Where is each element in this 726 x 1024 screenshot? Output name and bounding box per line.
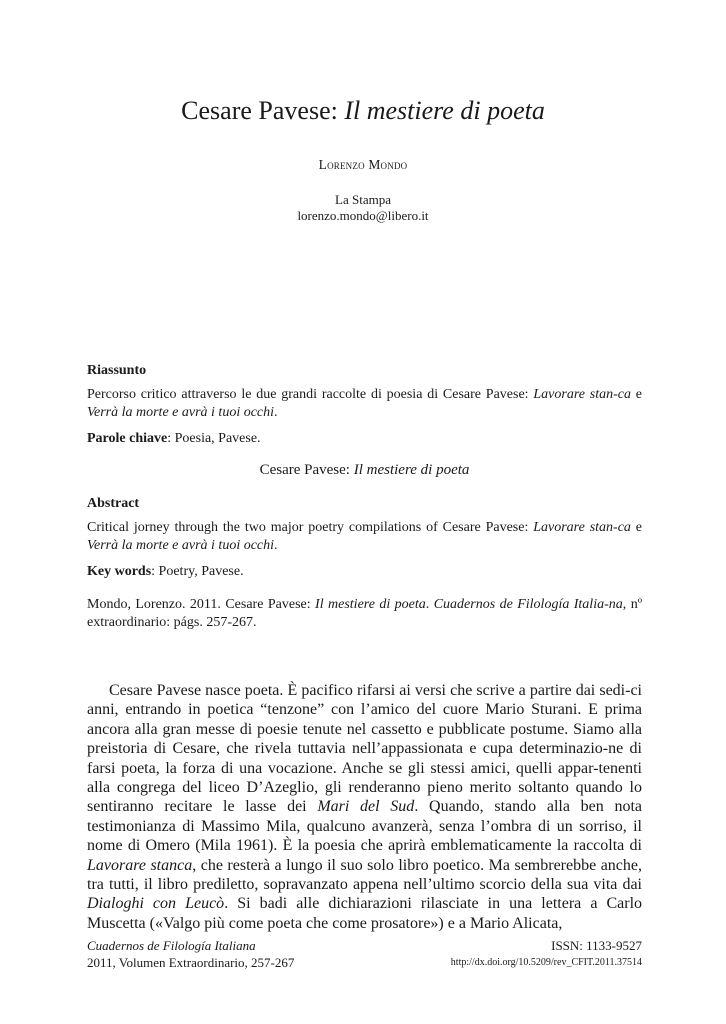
author-name: Lorenzo Mondo [318,157,408,172]
riassunto-conj: e [630,387,643,402]
english-title-plain: Cesare Pavese: [259,462,354,478]
riassunto-text-1: Percorso critico attraverso le due grandi raccolte di poesia di Cesare Pavese: [87,387,534,402]
abstract-text-1: Critical jorney through the two major poetry compilations of Cesare Pavese: [87,520,534,535]
abstract-keywords-value: : Poetry, Pavese. [151,564,244,579]
affiliation [0,192,726,224]
abstract-section [87,495,642,581]
abstract-heading: Abstract [87,496,140,511]
english-title-italic: Il mestiere di poeta [353,462,470,478]
citation [87,596,642,632]
title-italic: Il mestiere di poeta [344,96,545,125]
abstract-title-1: Lavorare stan-ca [533,520,631,535]
abstract-title-2: Verrà la morte e avrà i tuoi occhi [87,538,275,553]
citation-part-2: . [425,597,434,612]
riassunto-end: . [274,405,278,420]
abstract-text [87,519,642,555]
abstract-conj: e [630,520,643,535]
abstract-keywords-label: Key words [87,564,152,579]
title-plain: Cesare Pavese: [181,96,345,125]
author-email: lorenzo.mondo@libero.it [297,208,429,223]
riassunto-heading: Riassunto [87,363,147,378]
body-paragraph [87,681,642,933]
institution: La Stampa [335,192,391,207]
riassunto-keywords-label: Parole chiave [87,431,168,446]
footer-left [87,937,294,971]
body-seg-2: . Quando, stando alla ben nota testimonianza di Massimo Mila, qualcuno avanzerà, senza l’ombra di un sorriso, il nome di Omero (Mila 1961). È la poesia che aprirà emblematicamente la raccolta di [87,798,643,855]
body-ital-2: Lavorare stanca [87,856,193,874]
article-title [0,96,726,126]
citation-italic-2: Cuadernos de Filología Italia-na [433,597,623,612]
riassunto-title-1: Lavorare stan-ca [533,387,631,402]
riassunto-keywords [87,430,642,448]
riassunto-text [87,386,642,422]
riassunto-section [87,362,642,448]
body-ital-3: Dialoghi con Leucò [87,895,225,913]
body-text [87,681,642,933]
footer-issn: ISSN: 1133-9527 [551,938,642,953]
riassunto-title-2: Verrà la morte e avrà i tuoi occhi [87,405,275,420]
citation-italic-1: Il mestiere di poeta [315,597,426,612]
footer-journal: Cuadernos de Filología Italiana [87,938,256,953]
body-seg-1: Cesare Pavese nasce poeta. È pacifico rifarsi ai versi che scrive a partire dai sedi-ci anni, entrando in poetica “tenzone” con l’amico del cuore Mario Sturani. E prima ancora alla gran messe di poesie tenute nel cassetto e pubblicate postume. Siamo alla preistoria di Cesare, che rivela tuttavia nell’appassionata e cupa determinazio-ne di farsi poeta, la forza di una vocazione. Anche se gli stessi amici, quelli appar-tenenti alla congrega del liceo D’Azeglio, gli renderanno pieno merito soltanto quando lo sentiranno recitare le lasse dei [87,682,642,816]
abstract-keywords [87,563,642,581]
riassunto-keywords-value: : Poesia, Pavese. [167,431,261,446]
body-ital-1: Mari del Sud [317,798,415,816]
footer-right [451,937,642,971]
abstract-end: . [274,538,278,553]
citation-part-1: Mondo, Lorenzo. 2011. Cesare Pavese: [87,597,316,612]
english-title [87,461,642,479]
footer-doi: http://dx.doi.org/10.5209/rev_CFIT.2011.37514 [450,957,642,968]
footer-volume: 2011, Volumen Extraordinario, 257-267 [87,955,295,970]
body-seg-3: , che resterà a lungo il suo solo libro poetico. Ma sembrerebbe anche, tra tutti, il libro prediletto, sopravanzato appena nell’ultimo scorcio della sua vita dai [87,856,642,894]
body-seg-4: . Si badi alle dichiarazioni rilasciate in una lettera a Carlo Muscetta («Valgo più come poeta che come prosatore») e a Mario Alicata, [87,895,643,932]
citation-part-3: , nº extraordinario: págs. 257-267. [87,597,643,630]
